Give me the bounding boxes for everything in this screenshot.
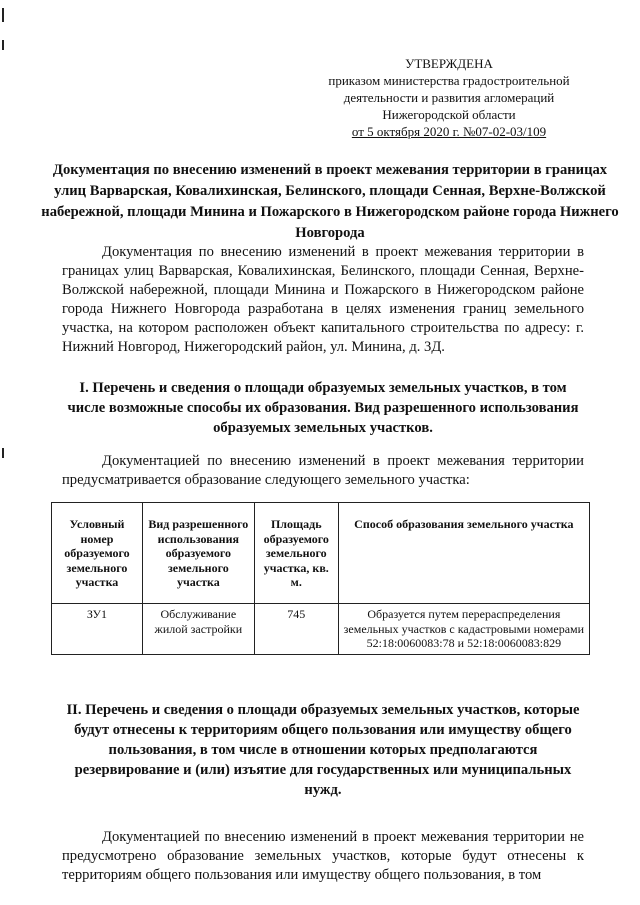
table-header-row: [52, 503, 590, 604]
section-2-heading: II. Перечень и сведения о площади образуемых земельных участков, которые будут отнесены к территориям общего пользования или имуществу общего пользования, в том числе в отношении которых предполагаются резервирование и (или) изъятие для государственных или муниципальных нужд.: [66, 702, 580, 798]
intro-text: Документация по внесению изменений в проект межевания территории в границах улиц Варварская, Ковалихинская, Белинского, площади Сенная, Верхне-Волжской набережной, площади Минина и Пожарского в Нижегородском районе города Нижнего Новгорода разработана в целях изменения границ земельного участка, на котором расположен объект капитального строительства по адресу: г. Нижний Новгород, Нижегородский район, ул. Минина, д. 3Д.: [62, 244, 584, 355]
approval-region-line: Нижегородской области: [382, 107, 516, 122]
approval-date-number: от 5 октября 2020 г. №07-02-03/109: [351, 124, 547, 139]
land-plots-table: [51, 502, 590, 655]
approval-ministry-line: деятельности и развития агломераций: [343, 90, 555, 105]
header-area: Площадь образуемого земельного участка, кв. м.: [254, 503, 338, 604]
scan-edge-mark: [2, 8, 4, 22]
header-permitted-use: Вид разрешенного использования образуемого земельного участка: [142, 503, 254, 604]
cell-permitted-use: Обслуживание жилой застройки: [142, 604, 254, 655]
table-row: [52, 604, 590, 655]
header-formation-method: Способ образования земельного участка: [338, 503, 589, 604]
header-plot-number: Условный номер образуемого земельного участка: [52, 503, 143, 604]
cell-plot-number: ЗУ1: [52, 604, 143, 655]
document-title: Документация по внесению изменений в проект межевания территории в границах улиц Варварская, Ковалихинская, Белинского, площади Сенная, Верхне-Волжской набережной, площади Минина и Пожарского в Нижегородском районе города Нижнего Новгорода: [41, 162, 619, 241]
section-2-paragraph: [62, 828, 584, 885]
cell-area: 745: [254, 604, 338, 655]
scan-edge-mark: [2, 448, 4, 458]
section-2-text: Документацией по внесению изменений в проект межевания территории не предусмотрено образование земельных участков, которые будут отнесены к территориям общего пользования или имуществу общего пользования, в том: [62, 829, 584, 883]
section-1-heading: I. Перечень и сведения о площади образуемых земельных участков, в том числе возможные способы их образования. Вид разрешенного использования образуемых земельных участков.: [67, 380, 579, 436]
scan-edge-mark: [2, 40, 4, 50]
section-1-paragraph: [62, 452, 584, 490]
approval-block: [318, 55, 580, 140]
intro-paragraph: [62, 243, 584, 357]
approval-heading: УТВЕРЖДЕНА: [405, 56, 493, 71]
approval-order-line: приказом министерства градостроительной: [328, 73, 570, 88]
cell-formation-method: Образуется путем перераспределения земельных участков с кадастровыми номерами 52:18:0060083:78 и 52:18:0060083:829: [338, 604, 589, 655]
section-1-text: Документацией по внесению изменений в проект межевания территории предусматривается образование следующего земельного участка:: [62, 453, 584, 488]
